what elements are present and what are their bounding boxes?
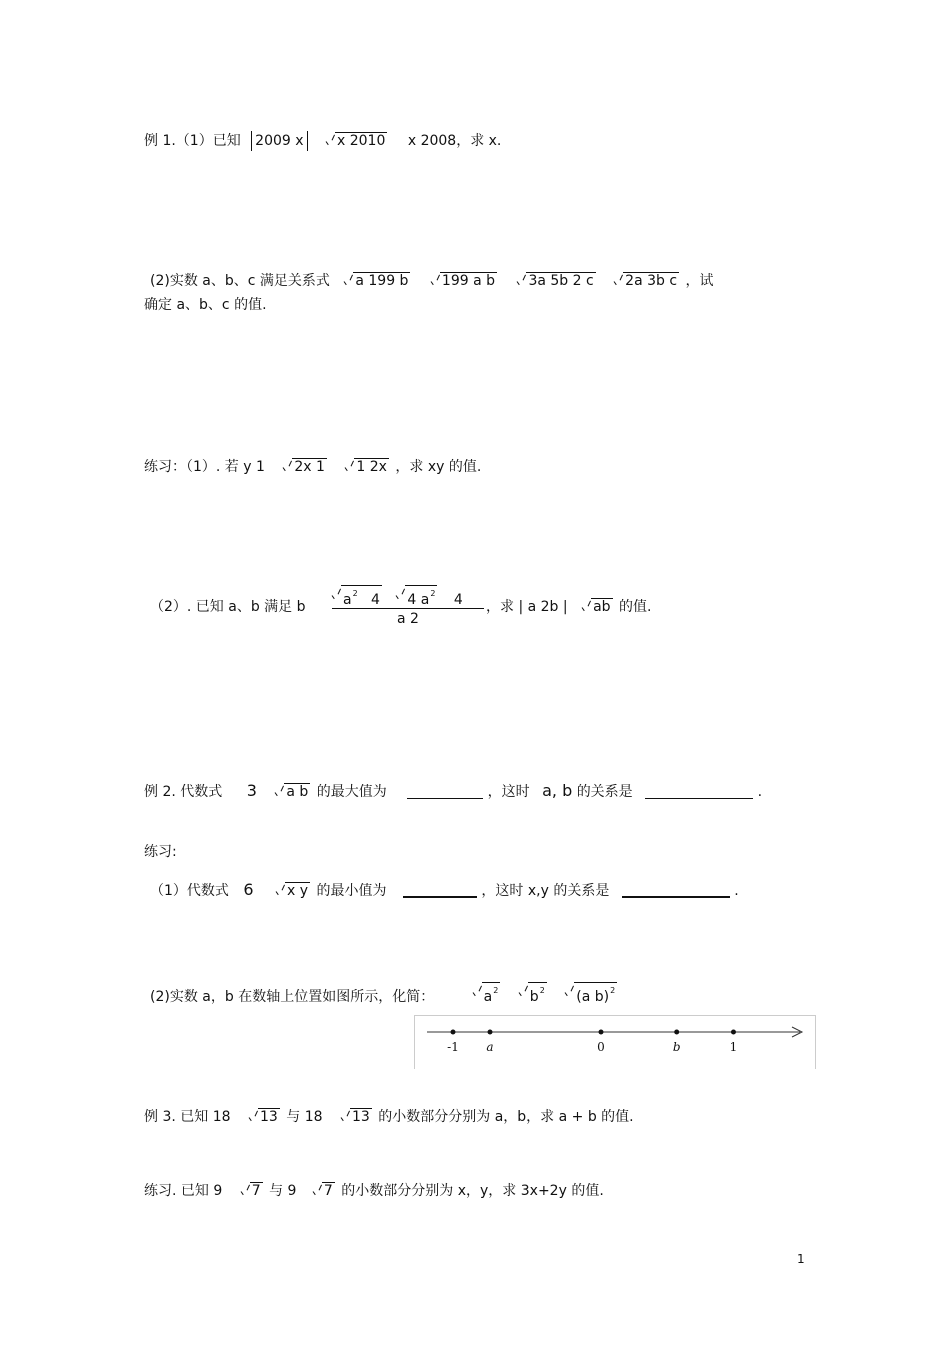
example-1-part-2-line-2: 确定 a、b、c 的值.: [144, 297, 267, 313]
number-line-label: b: [672, 1040, 681, 1054]
example-3: [144, 1107, 634, 1127]
example-3-mid: 与 18: [286, 1109, 323, 1125]
practice-1-tail: ，求 xy 的值.: [395, 459, 482, 475]
sqrt-7-second: 7: [313, 1181, 335, 1201]
practice-2-mid2: ，这时 x,y 的关系是: [481, 883, 610, 899]
example-2-lead: 例 2. 代数式: [144, 784, 223, 800]
number-line-point: [599, 1030, 604, 1035]
practice-1-part-2-tail: [486, 597, 651, 617]
sqrt-3a-5b-2-c: 3a 5b 2 c: [517, 271, 595, 291]
number-line-figure: [414, 1015, 816, 1069]
page-number: 1: [797, 1252, 805, 1266]
sqrt-a-199-b: a 199 b: [344, 271, 410, 291]
sqrt-a-b: a b: [275, 782, 310, 802]
practice-1-2-tail1: ，求 | a 2b |: [486, 599, 568, 615]
fraction-numerator: [332, 585, 484, 608]
answer-blank-relation[interactable]: [645, 784, 753, 799]
sqrt-ab: ab: [582, 597, 612, 617]
sqrt-a2-4-part: $a^2$ 4: [332, 585, 382, 608]
practice-2-lead: （1）代数式: [150, 883, 229, 899]
number-line-point: [488, 1030, 493, 1035]
number-line-label: a: [486, 1040, 494, 1054]
practice-3-tail: 的小数部分分别为 x，y，求 3x+2y 的值.: [341, 1183, 604, 1199]
example-2-mid2: ，这时: [487, 784, 530, 800]
sqrt-7-first: 7: [241, 1181, 263, 1201]
example-2-ab: a, b: [542, 781, 573, 800]
answer-blank-xy-relation[interactable]: [622, 882, 730, 898]
number-line-label: 0: [597, 1040, 605, 1054]
example-2-three: 3: [246, 781, 257, 800]
example-1-tail: x 2008，求 x.: [407, 133, 502, 149]
example-2: [144, 781, 762, 802]
example-1-label: 例 1.（1）已知: [144, 133, 241, 149]
number-line-label: 1: [729, 1040, 738, 1054]
sqrt-expression: x 2010: [326, 131, 387, 151]
example-1-part-1: [144, 131, 501, 151]
numerator-end: 4: [453, 592, 463, 608]
practice-1-lead: 练习：（1）. 若 y 1: [144, 459, 265, 475]
sqrt-13-first: 13: [249, 1107, 280, 1127]
answer-blank-min[interactable]: [403, 882, 477, 898]
practice-3-lead: 练习. 已知 9: [144, 1183, 223, 1199]
sqrt-1-2x: 1 2x: [345, 457, 389, 477]
example-2-tail: 的关系是: [576, 784, 633, 800]
number-line-label: -1: [447, 1040, 459, 1054]
sqrt-13-second: 13: [341, 1107, 372, 1127]
number-line-point: [731, 1030, 736, 1035]
practice-1-part-1: [144, 457, 481, 477]
sqrt-x-y: x y: [276, 881, 310, 901]
practice-3: [144, 1181, 604, 1201]
example-1-part-2: [150, 271, 714, 291]
answer-blank-max[interactable]: [407, 784, 483, 799]
practice-2-label: 练习:: [144, 844, 177, 860]
example-2-end: .: [757, 784, 763, 800]
number-line-point: [451, 1030, 456, 1035]
sqrt-199-a-b: 199 a b: [431, 271, 497, 291]
sqrt-2x-1: 2x 1: [283, 457, 327, 477]
example-2-mid: 的最大值为: [316, 784, 387, 800]
example-3-tail: 的小数部分分别为 a，b，求 a + b 的值.: [378, 1109, 634, 1125]
example-1-2-lead: (2)实数 a、b、c 满足关系式: [150, 273, 330, 289]
abs-expression: 2009 x: [251, 131, 307, 151]
fraction: [332, 585, 484, 627]
example-1-2-end: ，试: [685, 273, 714, 289]
sqrt-b-squared: b2: [519, 982, 547, 1007]
practice-2-six: 6: [243, 880, 254, 899]
example-3-lead: 例 3. 已知 18: [144, 1109, 231, 1125]
number-line-svg: [415, 1016, 815, 1069]
practice-2-part-2: [150, 982, 619, 1007]
sqrt-4-a2: 4 $a^2$: [396, 585, 437, 608]
practice-2-2-lead: (2)实数 a，b 在数轴上位置如图所示，化简：: [150, 989, 435, 1005]
practice-2-mid: 的最小值为: [316, 883, 387, 899]
sqrt-a-squared: a2: [473, 982, 501, 1007]
practice-3-mid: 与 9: [269, 1183, 297, 1199]
fraction-denominator: a 2: [397, 611, 419, 627]
sqrt-a-minus-b-squared: (a b)2: [565, 982, 617, 1007]
sqrt-2a-3b-c: 2a 3b c: [614, 271, 679, 291]
practice-2-part-1: [150, 880, 739, 901]
practice-2-end: .: [734, 883, 739, 899]
number-line-point: [674, 1030, 679, 1035]
practice-1-part-2-lead: （2）. 已知 a、b 满足 b: [150, 599, 306, 615]
practice-1-2-tail2: 的值.: [618, 599, 652, 615]
